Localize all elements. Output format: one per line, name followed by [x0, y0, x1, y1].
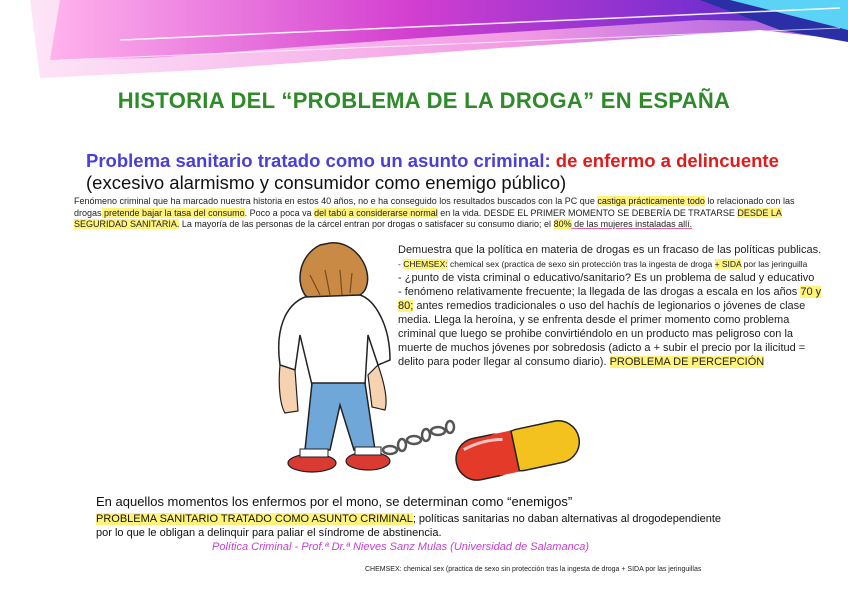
- bullet-2-highlight-2: + SIDA: [714, 259, 742, 269]
- subtitle-part2: de enfermo a delincuente: [555, 150, 779, 171]
- slide-subtitle: [86, 150, 786, 194]
- bullet-1: Demuestra que la política en materia de drogas es un fracaso de las políticas publicas.: [398, 244, 822, 256]
- intro-h4: DESDE LA SEGURIDAD SANITARIA.: [74, 207, 782, 229]
- bullet-3: - ¿punto de vista criminal o educativo/sanitario? Es un problema de salud y educativo: [398, 272, 815, 284]
- intro-paragraph: [74, 196, 804, 231]
- intro-h3: del tabú a considerarse normal: [314, 207, 438, 218]
- intro-s2: lo relacionado con las drogas: [74, 196, 795, 218]
- intro-h5: 80%: [553, 219, 572, 229]
- intro-h2: pretende bajar la tasa del consumo: [101, 207, 245, 218]
- bullet-2-end: por las jeringuilla: [741, 259, 808, 269]
- bullet-2-highlight: CHEMSEX:: [403, 259, 448, 269]
- bottom-text: ; políticas sanitarias no daban alternativas al drogodependiente por lo que le obligan a delinquir para paliar el síndrome de abstinencia.: [96, 513, 722, 539]
- intro-s5: La mayoría de las personas de la cárcel entran por drogas o satisfacer su consumo diario; el: [179, 219, 554, 229]
- subtitle-part1: Problema sanitario tratado como un asunto criminal:: [86, 150, 556, 171]
- header-banner: [0, 0, 848, 80]
- bullet-2-mid: chemical sex (practica de sexo sin protección tras la ingesta de droga: [447, 259, 715, 269]
- bullet-4-highlight-2: PROBLEMA DE PERCEPCIÓN: [609, 356, 765, 368]
- bullet-4-b: antes remedios tradicionales o uso del hachís de legionarios o jóvenes de clase media. Llega la heroína, y se enfrenta desde el primer momento como problema criminal que luego se prohibe convirtiéndolo en un producto mas peligroso con la muerte de muchos jóvenes por sobredosis (adicto a + subir el precio por la ilicitud = delito para poder llegar al consumo diario).: [398, 300, 806, 368]
- intro-s4: en la vida. DESDE EL PRIMER MOMENTO SE DEBERÍA DE TRATARSE: [437, 207, 738, 218]
- slide-title: HISTORIA DEL “PROBLEMA DE LA DROGA” EN ESPAÑA: [117, 88, 731, 113]
- intro-s6: de las mujeres instaladas allí.: [571, 219, 693, 229]
- bottom-line-1: En aquellos momentos los enfermos por el mono, se determinan como “enemigos”: [96, 494, 573, 509]
- bullet-4: [398, 285, 828, 369]
- bottom-line-2: [96, 513, 736, 540]
- bullet-2-prefix: -: [398, 259, 404, 269]
- subtitle-part3: (excesivo alarmismo y consumidor como enemigo público): [86, 172, 567, 193]
- intro-s3: . Poco a poca va: [244, 207, 315, 218]
- intro-h1: castiga prácticamente todo: [597, 196, 705, 206]
- bullet-list: [398, 243, 828, 369]
- bullet-2: [398, 257, 828, 271]
- intro-s1: Fenómeno criminal que ha marcado nuestra historia en estos 40 años, no e ha conseguido los resultados buscados con la PC que: [74, 196, 598, 206]
- footnote: CHEMSEX: chemical sex (practica de sexo sin protección tras la ingesta de droga + SIDA por las jeringuillas: [365, 566, 702, 573]
- bottom-highlight: PROBLEMA SANITARIO TRATADO COMO ASUNTO CRIMINAL: [96, 513, 413, 525]
- citation: Política Criminal - Prof.ª Dr.ª Nieves Sanz Mulas (Universidad de Salamanca): [212, 541, 589, 553]
- bullet-4-highlight: 70 y 80;: [398, 286, 822, 312]
- bullet-4-a: - fenómeno relativamente frecuente; la llegada de las drogas a escala en los años: [398, 286, 801, 298]
